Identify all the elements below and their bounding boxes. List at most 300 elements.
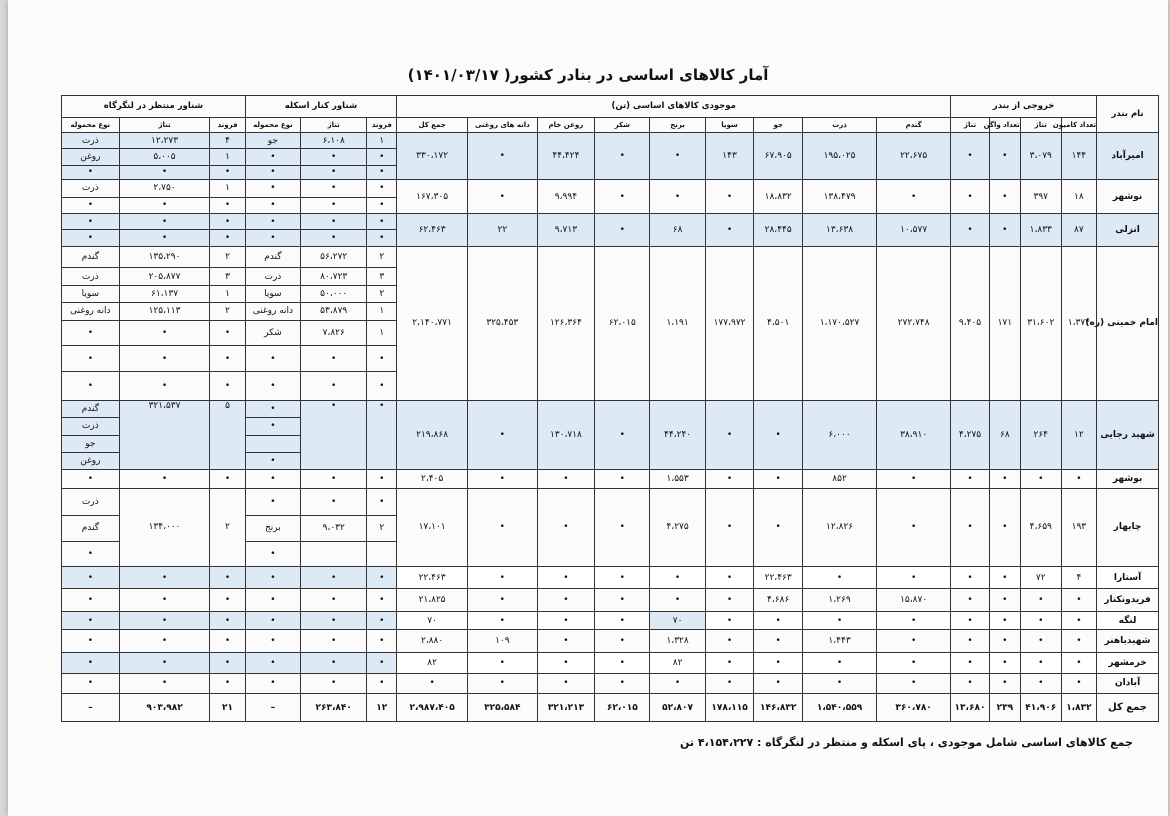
cell: • xyxy=(951,132,990,179)
cell: • xyxy=(468,652,538,673)
cell: • xyxy=(245,566,300,589)
cell: • xyxy=(119,566,210,589)
cell: • xyxy=(119,470,210,488)
cell: • xyxy=(210,589,245,612)
table-row-abadan xyxy=(62,673,1159,694)
cell: دانه روغنی xyxy=(245,303,300,320)
cell: روغن xyxy=(62,452,120,469)
cell: • xyxy=(245,418,300,435)
cell: • xyxy=(877,673,951,694)
cell: • xyxy=(1020,611,1061,629)
cell: • xyxy=(210,230,245,246)
cell: • xyxy=(367,165,397,179)
cell: • xyxy=(754,470,803,488)
cell: جو xyxy=(245,132,300,148)
cell: • xyxy=(62,673,120,694)
cell: ۲ xyxy=(210,303,245,320)
cell: ۱۹۵،۰۲۵ xyxy=(803,132,877,179)
cell: • xyxy=(951,180,990,214)
cell: • xyxy=(245,180,300,197)
table-row-shahid-bahonar xyxy=(62,630,1159,653)
table-row-imam-khomeini xyxy=(62,246,1159,268)
cell: ۱۷۱ xyxy=(989,246,1020,400)
cell: • xyxy=(62,371,120,400)
cell: ۹۰۳،۹۸۲ xyxy=(119,694,210,722)
cell: ۱۳،۶۳۸ xyxy=(803,213,877,246)
cell: ۲۲،۴۶۳ xyxy=(754,566,803,589)
cell: ۱ xyxy=(210,285,245,302)
cell: • xyxy=(301,346,367,372)
cell: ۶۷،۹۰۵ xyxy=(754,132,803,179)
cell: • xyxy=(367,400,397,470)
cell: ۳۱،۶۰۲ xyxy=(1020,246,1061,400)
cell: ۶۱،۱۳۷ xyxy=(119,285,210,302)
cell: ۱۵،۸۷۰ xyxy=(877,589,951,612)
header-wagon-tonnage: تناژ xyxy=(951,117,990,132)
cell: ۱۰۹ xyxy=(468,630,538,653)
cell: • xyxy=(595,652,650,673)
port-name: آبادان xyxy=(1097,673,1159,694)
header-soy: سویا xyxy=(705,117,754,132)
header-oilseeds: دانه های روغنی xyxy=(468,117,538,132)
cell: • xyxy=(989,213,1020,246)
cell: • xyxy=(210,371,245,400)
cell: • xyxy=(119,630,210,653)
cell: • xyxy=(62,630,120,653)
cell: • xyxy=(119,197,210,213)
port-name: شهیدباهنر xyxy=(1097,630,1159,653)
cell: • xyxy=(210,470,245,488)
cell: ۱۷۷،۹۷۲ xyxy=(705,246,754,400)
cell: • xyxy=(989,132,1020,179)
cell: • xyxy=(989,611,1020,629)
header-anchor-vessels: شناور منتظر در لنگرگاه xyxy=(62,96,246,118)
cell: جو xyxy=(62,435,120,452)
cell: • xyxy=(705,673,754,694)
cell: ۷۰ xyxy=(650,611,705,629)
cell: ۲ xyxy=(367,285,397,302)
cell: ۳۹۷ xyxy=(1020,180,1061,214)
port-name: امیرآباد xyxy=(1097,132,1159,179)
cell: • xyxy=(650,132,705,179)
cell: ۱۰،۵۷۷ xyxy=(877,213,951,246)
cell: ۱۴۴ xyxy=(1061,132,1096,179)
cell: • xyxy=(537,488,595,566)
header-berth-vessels: شناور کنار اسکله xyxy=(245,96,396,118)
cell: سویا xyxy=(245,285,300,302)
cell: • xyxy=(537,630,595,653)
cell: ۳۲۵،۵۸۴ xyxy=(468,694,538,722)
cell: ۱۲ xyxy=(1061,400,1096,470)
cell: • xyxy=(62,542,120,567)
cell: ۵۲،۸۰۷ xyxy=(650,694,705,722)
cell: ۵،۰۰۵ xyxy=(119,149,210,165)
cell xyxy=(301,542,367,567)
cell: • xyxy=(245,213,300,229)
cell: • xyxy=(468,589,538,612)
cell: • xyxy=(397,673,468,694)
cell: • xyxy=(301,165,367,179)
cell: • xyxy=(989,673,1020,694)
cell: • xyxy=(245,652,300,673)
cell: گندم xyxy=(62,515,120,542)
cell: • xyxy=(62,165,120,179)
cell: ۱ xyxy=(210,149,245,165)
cell: • xyxy=(803,673,877,694)
cell: ۱،۵۴۰،۵۵۹ xyxy=(803,694,877,722)
header-truck-count: تعداد کامیون xyxy=(1061,117,1096,132)
cell: • xyxy=(210,346,245,372)
cell: • xyxy=(468,611,538,629)
cell: ۱،۱۷۰،۵۲۷ xyxy=(803,246,877,400)
cell: ۴۴،۲۴۰ xyxy=(650,400,705,470)
cell: • xyxy=(705,488,754,566)
cell: ۲۲ xyxy=(468,213,538,246)
cell: • xyxy=(301,589,367,612)
cell: • xyxy=(989,488,1020,566)
cell: ۲۳۹ xyxy=(989,694,1020,722)
cell: ذرت xyxy=(245,268,300,285)
cell: ۱۳۰،۷۱۸ xyxy=(537,400,595,470)
cell: • xyxy=(301,197,367,213)
cell: ۹،۴۰۵ xyxy=(951,246,990,400)
cell: ۴ xyxy=(210,132,245,148)
cell: • xyxy=(301,652,367,673)
cell: ۴،۶۸۶ xyxy=(754,589,803,612)
cell: • xyxy=(301,630,367,653)
cell: ۴،۶۵۹ xyxy=(1020,488,1061,566)
cell: • xyxy=(245,149,300,165)
cell: • xyxy=(877,470,951,488)
cell: روغن xyxy=(62,149,120,165)
cell: • xyxy=(367,488,397,515)
cell: • xyxy=(595,630,650,653)
cell: ۱،۴۴۳ xyxy=(803,630,877,653)
cell: • xyxy=(705,611,754,629)
cell: • xyxy=(1061,611,1096,629)
cell: ۶۲،۴۶۳ xyxy=(397,213,468,246)
cell: – xyxy=(245,694,300,722)
header-corn: ذرت xyxy=(803,117,877,132)
cell: ۳۲۵،۴۵۳ xyxy=(468,246,538,400)
table-row-lengeh xyxy=(62,611,1159,629)
port-name: فریدونکنار xyxy=(1097,589,1159,612)
cell: • xyxy=(877,566,951,589)
document-page xyxy=(8,0,1168,816)
port-name: چابهار xyxy=(1097,488,1159,566)
cell: • xyxy=(595,566,650,589)
cell: ۲،۱۴۰،۷۷۱ xyxy=(397,246,468,400)
cell: • xyxy=(754,611,803,629)
cell: • xyxy=(62,566,120,589)
cell: • xyxy=(754,400,803,470)
cell: • xyxy=(119,320,210,346)
cell: ۱ xyxy=(210,180,245,197)
cell: • xyxy=(951,611,990,629)
cell: ۱۷،۱۰۱ xyxy=(397,488,468,566)
cell: ۴۱،۹۰۶ xyxy=(1020,694,1061,722)
cell: • xyxy=(1020,652,1061,673)
cell: • xyxy=(301,213,367,229)
cell: • xyxy=(119,673,210,694)
cell: • xyxy=(119,165,210,179)
cell: • xyxy=(989,589,1020,612)
header-truck-tonnage: تناژ xyxy=(1020,117,1061,132)
cell: • xyxy=(245,630,300,653)
cell: • xyxy=(951,652,990,673)
cell: • xyxy=(595,213,650,246)
cell: ۶۲،۰۱۵ xyxy=(595,246,650,400)
cell: • xyxy=(62,230,120,246)
cell: • xyxy=(951,470,990,488)
cell: ۵ xyxy=(210,400,245,470)
header-rice: برنج xyxy=(650,117,705,132)
cell: دانه روغنی xyxy=(62,303,120,320)
cell: ۴ xyxy=(1061,566,1096,589)
cell: ۲ xyxy=(367,246,397,268)
cell: • xyxy=(595,470,650,488)
cell: ۱۷۸،۱۱۵ xyxy=(705,694,754,722)
cell: • xyxy=(705,400,754,470)
cell: ۳ xyxy=(210,268,245,285)
cell: • xyxy=(301,673,367,694)
cell: • xyxy=(951,566,990,589)
cell: • xyxy=(537,470,595,488)
cell: • xyxy=(468,400,538,470)
cell: • xyxy=(877,652,951,673)
port-name: خرمشهر xyxy=(1097,652,1159,673)
header-anchor-tonnage: تناژ xyxy=(119,117,210,132)
cell: ۳۲۱،۲۱۳ xyxy=(537,694,595,722)
cell: • xyxy=(245,371,300,400)
table-row-nowshahr xyxy=(62,180,1159,197)
cell: • xyxy=(62,470,120,488)
port-name: شهید رجایی xyxy=(1097,400,1159,470)
cell: • xyxy=(650,673,705,694)
cell: • xyxy=(301,488,367,515)
cell: ۲۱،۸۲۵ xyxy=(397,589,468,612)
cell: • xyxy=(367,149,397,165)
cell: • xyxy=(119,611,210,629)
cell: • xyxy=(537,673,595,694)
cell: ۳۸،۹۱۰ xyxy=(877,400,951,470)
cell: ۱،۱۹۱ xyxy=(650,246,705,400)
cell: ۱۴۳ xyxy=(705,132,754,179)
header-wheat: گندم xyxy=(877,117,951,132)
cell: ۲۸،۴۴۵ xyxy=(754,213,803,246)
cell: • xyxy=(650,589,705,612)
cell: ۱۳،۶۸۰ xyxy=(951,694,990,722)
cell: ۱۸،۸۳۲ xyxy=(754,180,803,214)
cell: • xyxy=(245,488,300,515)
cell: • xyxy=(877,611,951,629)
cell: • xyxy=(62,320,120,346)
cell: ۶۸ xyxy=(650,213,705,246)
cell: • xyxy=(245,400,300,417)
cell: • xyxy=(245,165,300,179)
cell: • xyxy=(803,611,877,629)
cell: • xyxy=(1020,673,1061,694)
cell: • xyxy=(877,180,951,214)
cell: • xyxy=(650,566,705,589)
cell: ۹،۰۳۲ xyxy=(301,515,367,542)
cell: • xyxy=(301,400,367,470)
cell: • xyxy=(367,180,397,197)
cell: • xyxy=(537,652,595,673)
cell: ۴۴،۴۲۴ xyxy=(537,132,595,179)
cell: ۱۸ xyxy=(1061,180,1096,214)
cell: ۱،۳۷۴ xyxy=(1061,246,1096,400)
cell: ۲۷۲،۷۴۸ xyxy=(877,246,951,400)
cell: • xyxy=(245,452,300,469)
cell: • xyxy=(595,400,650,470)
cell: • xyxy=(210,673,245,694)
cell: • xyxy=(367,230,397,246)
cell: • xyxy=(1061,673,1096,694)
cell: ۵۳،۸۷۹ xyxy=(301,303,367,320)
cell: ۶،۱۰۸ xyxy=(301,132,367,148)
cell: • xyxy=(1061,652,1096,673)
cell: ۱۹۳ xyxy=(1061,488,1096,566)
cell: ذرت xyxy=(62,268,120,285)
cell: ۱۳۸،۴۷۹ xyxy=(803,180,877,214)
cell: • xyxy=(705,213,754,246)
cell: شکر xyxy=(245,320,300,346)
cell: • xyxy=(989,180,1020,214)
cell: • xyxy=(367,470,397,488)
table-row-total xyxy=(62,694,1159,722)
cell: ۱۳۵،۲۹۰ xyxy=(119,246,210,268)
cell: • xyxy=(245,611,300,629)
cell: گندم xyxy=(62,400,120,417)
cell: ۱،۳۲۸ xyxy=(650,630,705,653)
cell: • xyxy=(245,673,300,694)
header-berth-cargo-type: نوع محموله xyxy=(245,117,300,132)
cell: • xyxy=(301,371,367,400)
cell: • xyxy=(650,180,705,214)
cell: ۱ xyxy=(367,303,397,320)
cell: – xyxy=(62,694,120,722)
cell: ۲ xyxy=(210,488,245,566)
cell: • xyxy=(301,230,367,246)
table-row-khorramshahr xyxy=(62,652,1159,673)
cell: • xyxy=(301,566,367,589)
cell: • xyxy=(367,346,397,372)
cell: • xyxy=(468,132,538,179)
cell: ۸۲ xyxy=(397,652,468,673)
cell: • xyxy=(245,470,300,488)
cell: ۶۸ xyxy=(989,400,1020,470)
cell: ۶،۰۰۰ xyxy=(803,400,877,470)
ports-statistics-table xyxy=(61,95,1159,722)
cell: • xyxy=(537,611,595,629)
cell: • xyxy=(803,652,877,673)
cell: ۲۰۵،۸۷۷ xyxy=(119,268,210,285)
table-row-shahid-rajaee xyxy=(62,400,1159,417)
table-row-bushehr xyxy=(62,470,1159,488)
cell: • xyxy=(210,611,245,629)
cell: • xyxy=(119,346,210,372)
cell: ذرت xyxy=(62,488,120,515)
header-berth-tonnage: تناژ xyxy=(301,117,367,132)
cell: • xyxy=(245,589,300,612)
page-title: آمار کالاهای اساسی در بنادر کشور( ۱۴۰۱/۰۳/۱۷) xyxy=(407,66,769,84)
cell: • xyxy=(595,611,650,629)
cell: • xyxy=(245,197,300,213)
cell: • xyxy=(210,213,245,229)
cell: سویا xyxy=(62,285,120,302)
cell: • xyxy=(989,630,1020,653)
cell: ۱۲۵،۱۱۳ xyxy=(119,303,210,320)
cell: • xyxy=(62,611,120,629)
header-wagon-count: تعداد واگن xyxy=(989,117,1020,132)
cell: • xyxy=(468,566,538,589)
header-anchor-cargo-type: نوع محموله xyxy=(62,117,120,132)
cell: ۱۶۷،۳۰۵ xyxy=(397,180,468,214)
cell: • xyxy=(210,652,245,673)
cell: ۲۲،۶۷۵ xyxy=(877,132,951,179)
cell: ۱۴۶،۸۳۲ xyxy=(754,694,803,722)
header-sugar: شکر xyxy=(595,117,650,132)
cell: برنج xyxy=(245,515,300,542)
cell: ۱۲۶،۳۶۴ xyxy=(537,246,595,400)
cell: • xyxy=(951,213,990,246)
cell: ۲،۴۰۵ xyxy=(397,470,468,488)
cell: ۲،۸۸۰ xyxy=(397,630,468,653)
port-name: لنگه xyxy=(1097,611,1159,629)
cell: • xyxy=(1020,589,1061,612)
cell: • xyxy=(595,132,650,179)
cell: ۲۱۹،۸۶۸ xyxy=(397,400,468,470)
cell: ۱۳۴،۰۰۰ xyxy=(119,488,210,566)
cell: • xyxy=(803,566,877,589)
cell: • xyxy=(951,673,990,694)
cell: • xyxy=(468,488,538,566)
cell: • xyxy=(367,213,397,229)
port-name: بوشهر xyxy=(1097,470,1159,488)
cell: ۸۰،۷۲۳ xyxy=(301,268,367,285)
cell: • xyxy=(1061,630,1096,653)
cell: ۱ xyxy=(367,320,397,346)
cell: • xyxy=(62,346,120,372)
cell: ۱،۸۳۲ xyxy=(1061,694,1096,722)
cell: • xyxy=(595,488,650,566)
cell: ۷۲ xyxy=(1020,566,1061,589)
cell: • xyxy=(754,630,803,653)
cell: • xyxy=(245,346,300,372)
cell: • xyxy=(245,230,300,246)
cell: • xyxy=(705,652,754,673)
cell: • xyxy=(367,630,397,653)
cell: ۱۲ xyxy=(367,694,397,722)
cell: • xyxy=(367,611,397,629)
header-barley: جو xyxy=(754,117,803,132)
header-stock-total: جمع کل xyxy=(397,117,468,132)
cell: ۵۰،۰۰۰ xyxy=(301,285,367,302)
cell: ۱ xyxy=(367,132,397,148)
cell: ذرت xyxy=(62,180,120,197)
cell: • xyxy=(705,180,754,214)
cell: ۸۲ xyxy=(650,652,705,673)
cell: • xyxy=(62,589,120,612)
cell: ۳،۰۷۹ xyxy=(1020,132,1061,179)
cell: گندم xyxy=(62,246,120,268)
cell xyxy=(367,542,397,567)
cell: • xyxy=(705,566,754,589)
cell: • xyxy=(210,630,245,653)
cell: • xyxy=(754,673,803,694)
table-row-amirabad xyxy=(62,132,1159,148)
